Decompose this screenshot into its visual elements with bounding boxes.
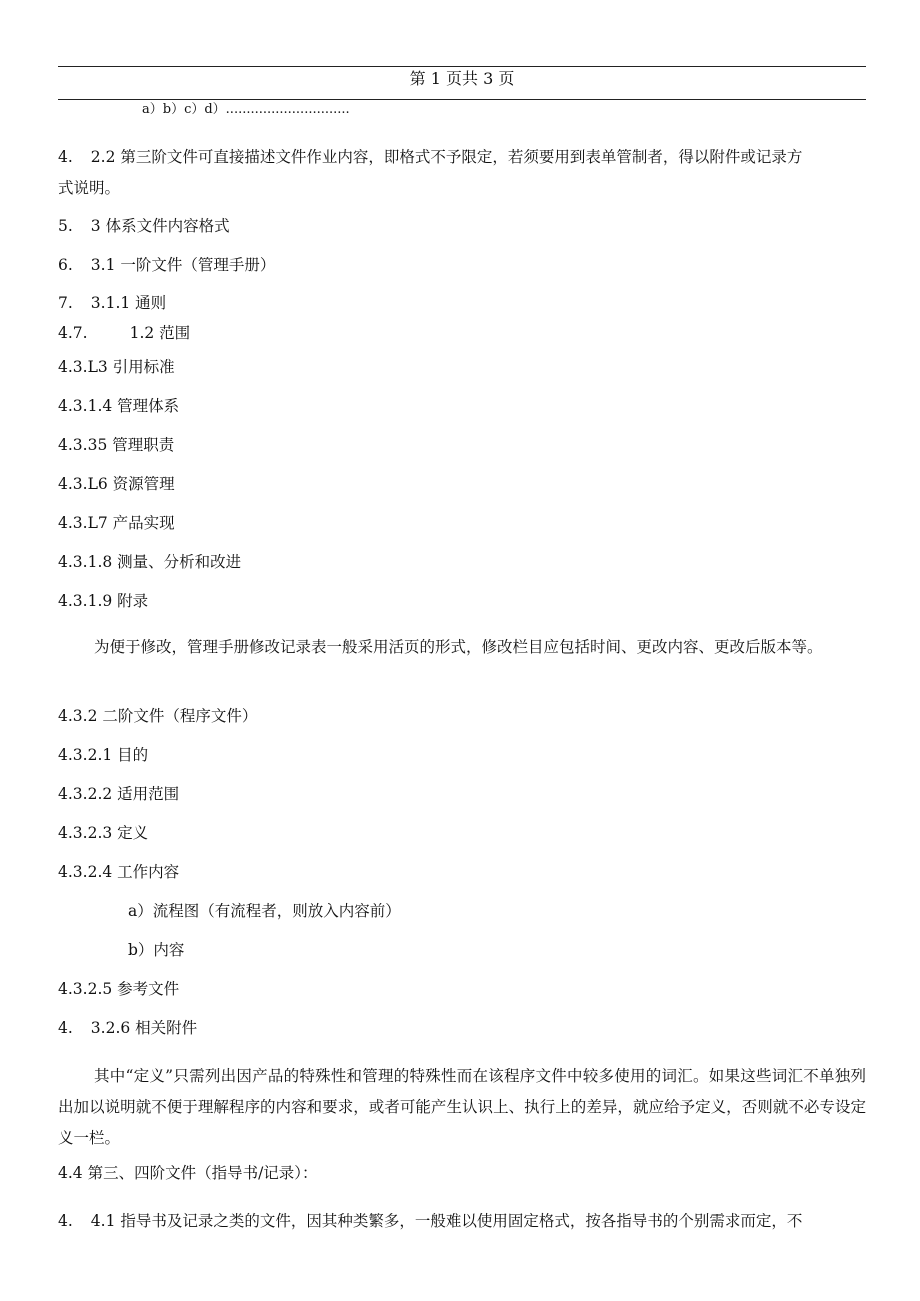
item-text: 3.2.6 相关附件 [90,1019,198,1037]
item-text: 3.1 一阶文件（管理手册） [90,256,276,274]
item-number: 4. [58,1019,73,1037]
item-4-3-1-8: 4.3.1.8 测量、分析和改进 [58,553,242,571]
item-4-3-2-2: 4.3.2.2 适用范围 [58,785,180,803]
item-7 [58,292,166,314]
item-4-3-1-5: 4.3.35 管理职责 [58,436,175,454]
item-4-3-2: 4.3.2 二阶文件（程序文件） [58,707,258,725]
page-number-header: 第 1 页共 3 页 [409,69,515,88]
item-4-3-2-4: 4.3.2.4 工作内容 [58,863,180,881]
item-4-3-1-9: 4.3.1.9 附录 [58,592,149,610]
item-number: 7. [58,294,73,312]
item-number: 4.7. [58,324,88,342]
item-4-3-2-3: 4.3.2.3 定义 [58,824,149,842]
item-text: 4.1 指导书及记录之类的文件，因其种类繁多，一般难以使用固定格式，按各指导书的个别需求而定，不 [90,1212,803,1230]
paragraph-definition-note: 其中“定义”只需列出因产品的特殊性和管理的特殊性而在该程序文件中较多使用的词汇。如果这些词汇不单独列出加以说明就不便于理解程序的内容和要求，或者可能产生认识上、执行上的差异，就应给予定义，否则就不必专设定义一栏。 [58,1067,866,1147]
item-4-7 [58,322,190,344]
item-number: 4. [58,148,73,166]
item-text: 3.1.1 通则 [90,294,167,312]
item-6 [58,254,275,276]
item-number: 6. [58,256,73,274]
item-4-2-2-continued: 式说明。 [58,179,121,197]
item-4-3-2-6 [58,1017,197,1039]
header-top-rule [58,66,866,67]
item-4-3-1-6: 4.3.L6 资源管理 [58,475,175,493]
item-text: 1.2 范围 [129,324,191,342]
item-5 [58,215,230,237]
item-4-4: 4.4 第三、四阶文件（指导书/记录）： [58,1164,318,1182]
paragraph-manual-revision: 为便于修改，管理手册修改记录表一般采用活页的形式，修改栏目应包括时间、更改内容、更改后版本等。 [94,638,823,656]
item-text: 3 体系文件内容格式 [90,217,230,235]
item-number: 5. [58,217,73,235]
item-number: 4. [58,1212,73,1230]
item-4-3-1-4: 4.3.1.4 管理体系 [58,397,180,415]
item-4-3-1-7: 4.3.L7 产品实现 [58,514,175,532]
item-4-3-2-4-a: a）流程图（有流程者，则放入内容前） [128,902,401,920]
item-4-3-1-3: 4.3.L3 引用标准 [58,358,175,376]
sub-items-line: a）b）c）d）.............................. [142,102,350,117]
item-4-3-2-4-b: b）内容 [128,941,185,959]
item-4-4-1 [58,1210,802,1232]
item-4-3-2-1: 4.3.2.1 目的 [58,746,149,764]
item-4-2-2 [58,146,802,168]
item-text: 2.2 第三阶文件可直接描述文件作业内容，即格式不予限定，若须要用到表单管制者，得以附件或记录方 [90,148,803,166]
item-4-3-2-5: 4.3.2.5 参考文件 [58,980,180,998]
